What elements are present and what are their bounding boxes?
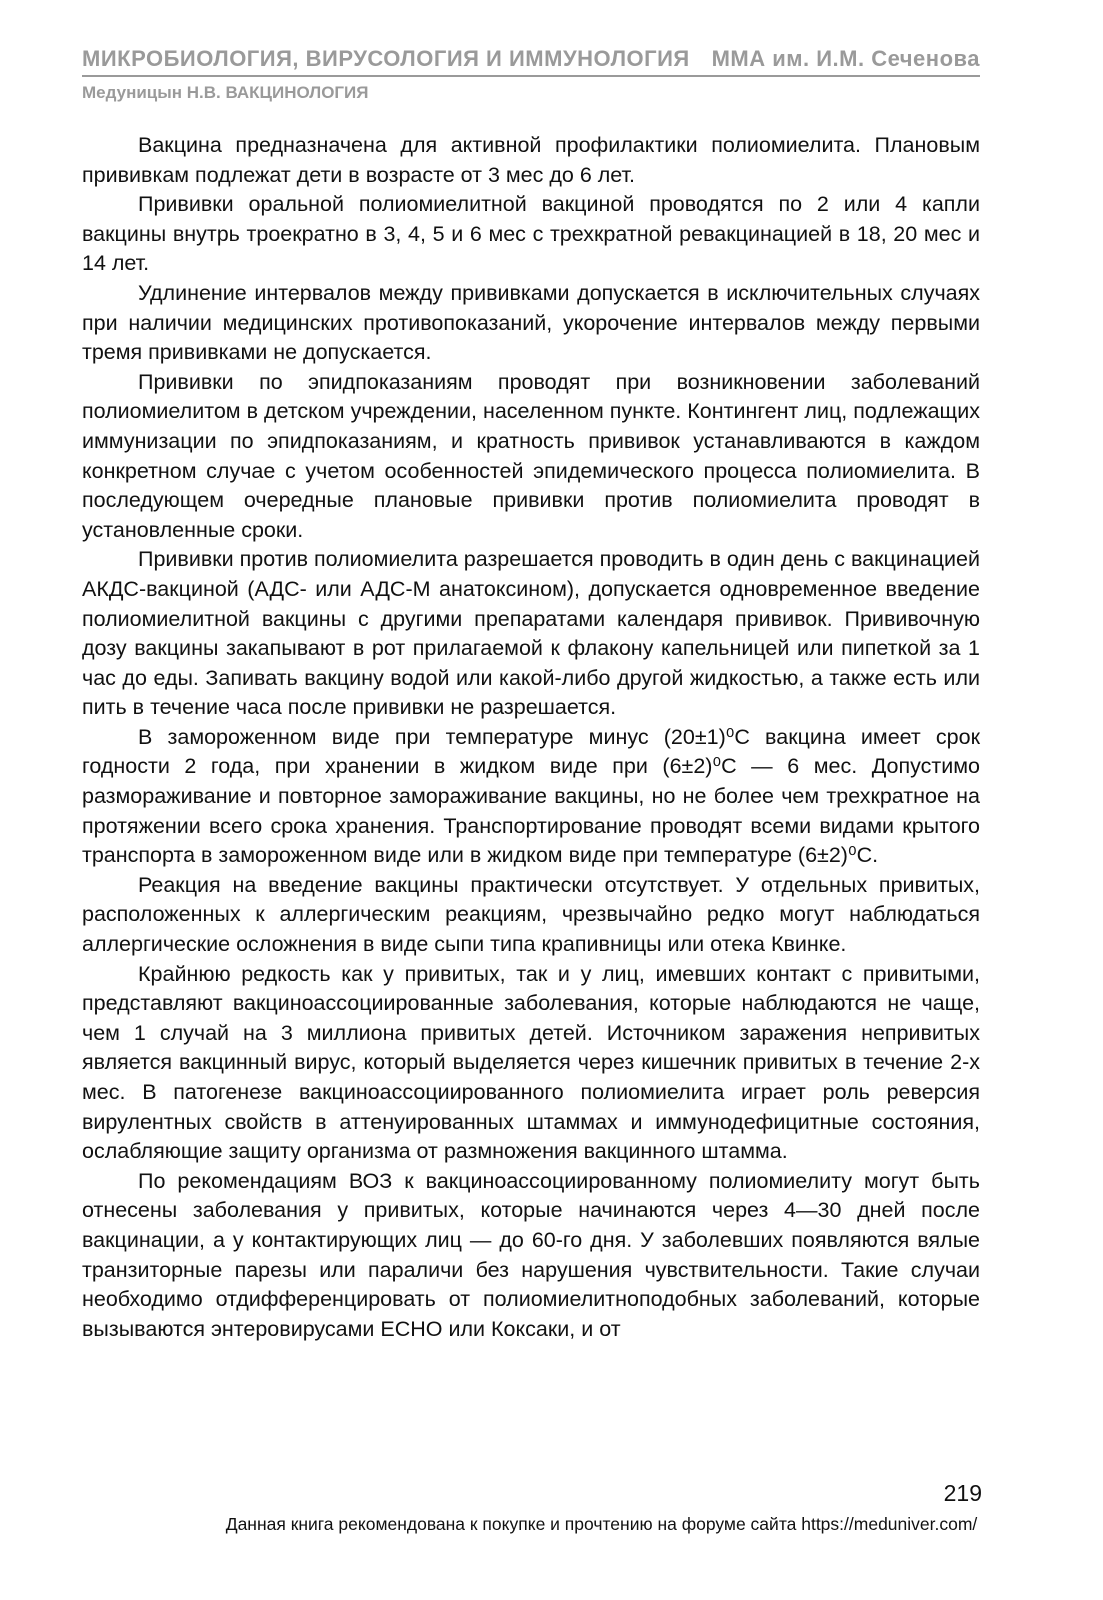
header-subtitle: Медуницын Н.В. ВАКЦИНОЛОГИЯ <box>82 83 369 102</box>
page-number: 219 <box>943 1480 982 1506</box>
paragraph: По рекомендациям ВОЗ к вакциноассоциированному полиомиелиту могут быть отнесены заболевания у привитых, которые начинаются через 4—30 дней после вакцинации, а у контактирующих лиц — до 60-го дня. У заболевших появляются вялые транзиторные парезы или параличи без нарушения чувствительности. Такие случаи необходимо отдифференцировать от полиомиелитноподобных заболеваний, которые вызываются энтеровирусами ЕСНО или Коксаки, и от <box>82 1168 980 1341</box>
header-left-title: МИКРОБИОЛОГИЯ, ВИРУСОЛОГИЯ И ИММУНОЛОГИЯ <box>82 46 690 71</box>
paragraph: В замороженном виде при температуре минус (20±1)⁰С вакцина имеет срок годности 2 года, при хранении в жидком виде при (6±2)⁰С — 6 мес. Допустимо размораживание и повторное замораживание вакцины, но не более чем трехкратное на протяжении всего срока хранения. Транспортирование проводят всеми видами крытого транспорта в замороженном виде или в жидком виде при температуре (6±2)⁰С. <box>82 724 980 868</box>
header-right-title: ММА им. И.М. Сеченова <box>711 46 980 71</box>
paragraph: Прививки оральной полиомиелитной вакциной проводятся по 2 или 4 капли вакцины внутрь троекратно в 3, 4, 5 и 6 мес с трехкратной ревакцинацией в 18, 20 мес и 14 лет. <box>82 192 980 276</box>
paragraph: Вакцина предназначена для активной профилактики полиомиелита. Плановым прививкам подлежат дети в возрасте от 3 мес до 6 лет. <box>82 133 980 187</box>
paragraph: Прививки по эпидпоказаниям проводят при возникновении заболеваний полиомиелитом в детском учреждении, населенном пункте. Контингент лиц, подлежащих иммунизации по эпидпоказаниям, и кратность прививок устанавливаются в каждом конкретном случае с учетом особенностей эпидемического процесса полиомиелита. В последующем очередные плановые прививки против полиомиелита проводят в установленные сроки. <box>82 369 980 542</box>
paragraph: Прививки против полиомиелита разрешается проводить в один день с вакцинацией АКДС-вакциной (АДС- или АДС-М анатоксином), допускается одновременное введение полиомиелитной вакцины с другими препаратами календаря прививок. Прививочную дозу вакцины закапывают в рот прилагаемой к флакону капельницей или пипеткой за 1 час до еды. Запивать вакцину водой или какой-либо другой жидкостью, а также есть или пить в течение часа после прививки не разрешается. <box>82 547 980 720</box>
paragraph: Крайнюю редкость как у привитых, так и у лиц, имевших контакт с привитыми, представляют вакциноассоциированные заболевания, которые наблюдаются не чаще, чем 1 случай на 3 миллиона привитых детей. Источником заражения непривитых является вакцинный вирус, который выделяется через кишечник привитых в течение 2-х мес. В патогенезе вакциноассоциированного полиомиелита играет роль реверсия вирулентных свойств в аттенуированных штаммах и иммунодефицитные состояния, ослабляющие защиту организма от размножения вакцинного штамма. <box>82 961 980 1164</box>
paragraph: Удлинение интервалов между прививками допускается в исключительных случаях при наличии медицинских противопоказаний, укорочение интервалов между первыми тремя прививками не допускается. <box>82 280 980 365</box>
header-row <box>82 44 980 77</box>
running-header <box>82 44 980 105</box>
footer-note: Данная книга рекомендована к покупке и прочтению на форуме сайта https://meduniver.com/ <box>225 1514 978 1534</box>
paragraph: Реакция на введение вакцины практически отсутствует. У отдельных привитых, расположенных к аллергическим реакциям, чрезвычайно редко могут наблюдаться аллергические осложнения в виде сыпи типа крапивницы или отека Квинке. <box>82 872 980 957</box>
body-text <box>82 131 980 1344</box>
